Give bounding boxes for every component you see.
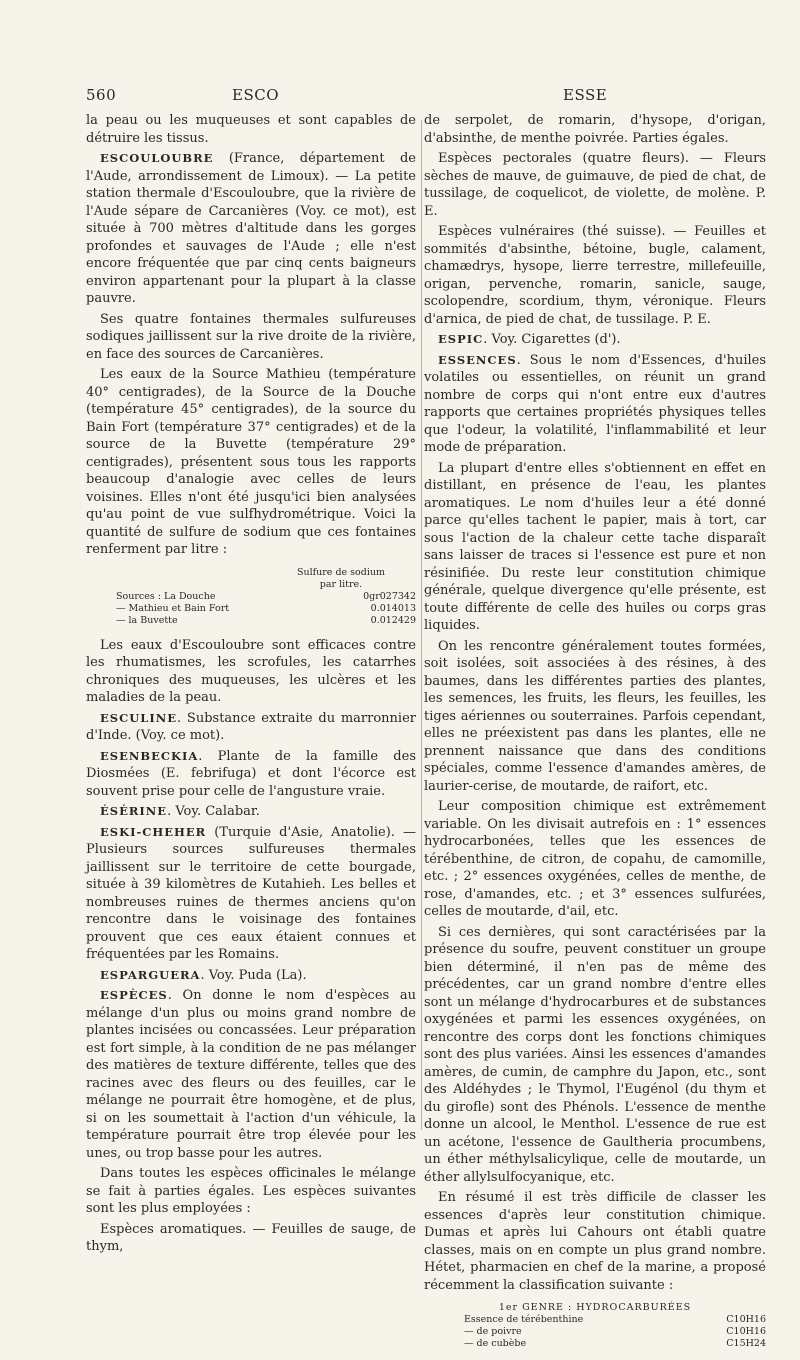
- headword: ÉSÉRINE: [100, 804, 168, 818]
- entry-esenbeckia: ESENBECKIA. Plante de la famille des Diosmées (E. febrifuga) et dont l'écorce est souvent prise pour celle de l'angusture vraie.: [86, 748, 416, 799]
- headword: ESPARGUERA: [100, 967, 201, 982]
- entry-escouloubre: ESCOULOUBRE (France, département de l'Aude, arrondissement de Limoux). — La petite station thermale d'Escouloubre, que la rivière de l'Aude sépare de Carcanières (Voy. ce mot), est située à 700 mètres d'altitude dans les gorges profondes et sauvages de l'Aude ; elle n'est encore fréquentée que par cinq cents baigneurs environ appartenant pour la plupart à la classe pauvre.: [86, 151, 416, 306]
- column-divider: [421, 120, 422, 1130]
- paragraph: En résumé il est très difficile de classer les essences d'après leur constitution chimique. Dumas et après lui Cahours ont établi quatre classes, mais on en compte un plus grand nombre. Hétet, pharmacien en chef de la marine, a proposé récemment la classification suivante :: [424, 1190, 766, 1293]
- paragraph: la peau ou les muqueuses et sont capables de détruire les tissus.: [86, 113, 416, 146]
- running-head-left: ESCO: [232, 86, 279, 104]
- headword: ESSENCES: [438, 352, 517, 367]
- table-header: par litre.: [319, 578, 363, 590]
- table-row: — la Buvette 0.012429: [116, 614, 416, 626]
- paragraph: Les eaux de la Source Mathieu (température 40° centigrades), de la Source de la Douche (température 45° centigrades), de la source du Bain Fort (température 37° centigrades) et de la source de la Buvette (température 29° centigrades), présentent sous tous les rapports beaucoup d'analogie avec celles de leurs voisines. Elles n'ont été jusqu'ici bien analysées qu'au point de vue sulfhydrométrique. Voici la quantité de sulfure de sodium que ces fontaines renferment par litre :: [86, 367, 416, 557]
- paragraph: Espèces vulnéraires (thé suisse). — Feuilles et sommités d'absinthe, bétoine, bugle, calament, chamædrys, hysope, lierre terrestre, millefeuille, origan, pervenche, romarin, sanicle, sauge, scolopendre, scordium, thym, véronique. Fleurs d'arnica, de pied de chat, de tussilage. P. E.: [424, 224, 766, 327]
- headword: ESCULINE: [100, 710, 177, 725]
- paragraph: Espèces aromatiques. — Feuilles de sauge, de thym,: [86, 1221, 416, 1254]
- headword: ESCOULOUBRE: [100, 151, 214, 165]
- table-row: Sources : La Douche 0gr027342: [116, 590, 416, 602]
- headword: ESKI-CHEHER: [100, 824, 207, 839]
- paragraph: de serpolet, de romarin, d'hysope, d'origan, d'absinthe, de menthe poivrée. Parties égales.: [424, 113, 766, 146]
- table-header: Sulfure de sodium: [296, 566, 386, 578]
- paragraph: Si ces dernières, qui sont caractérisées par la présence du soufre, peuvent constituer un groupe bien déterminé, il n'en pas de même des précédentes, car un grand nombre d'entre elles sont un mélange d'hydrocarbures et de substances oxygénées et parmi les essences oxygénées, on rencontre des corps dont les fonctions chimiques sont des plus variées. Ainsi les essences d'amandes amères, de cumin, de camphre du Japon, etc., sont des Aldéhydes ; le Thymol, l'Eugénol (du thym et du girofle) sont des Phénols. L'essence de menthe donne un alcool, le Menthol. L'essence de rue est un acétone, l'essence de Gaultheria procumbens, un éther méthylsalicylique, celle de moutarde, un éther allylsulfocyanique, etc.: [424, 924, 766, 1185]
- entry-essences: ESSENCES. Sous le nom d'Essences, d'huiles volatiles ou essentielles, on réunit un grand nombre de corps qui n'ont entre eux d'autres rapports que certaines propriétés physiques telles que l'odeur, la volatilité, l'inflammabilité et leur mode de préparation.: [424, 352, 766, 455]
- paragraph: Ses quatre fontaines thermales sulfureuses sodiques jaillissent sur la rive droite de la rivière, en face des sources de Carcanières.: [86, 311, 416, 362]
- classification-table: [424, 1302, 766, 1350]
- right-column: [424, 112, 766, 1360]
- headword: ESENBECKIA: [100, 748, 199, 763]
- entry-eski-cheher: ESKI-CHEHER (Turquie d'Asie, Anatolie). — Plusieurs sources sulfureuses thermales jaillissent sur le territoire de cette bourgade, située à 39 kilomètres de Kutahieh. Les belles et nombreuses ruines de thermes anciens qu'on rencontre dans le voisinage des fontaines prouvent que ces eaux étaient connues et fréquentées par les Romains.: [86, 824, 416, 962]
- paragraph: Les eaux d'Escouloubre sont efficaces contre les rhumatismes, les scrofules, les catarrhes chroniques des muqueuses, les ulcères et les maladies de la peau.: [86, 637, 416, 705]
- headword: ESPIC: [438, 332, 484, 346]
- table-row: — de cubèbe C15H24: [464, 1338, 766, 1349]
- entry-esculine: ESCULINE. Substance extraite du marronnier d'Inde. (Voy. ce mot).: [86, 710, 416, 743]
- entry-esparguera: ESPARGUERA. Voy. Puda (La).: [100, 967, 307, 983]
- left-column: [86, 112, 416, 1259]
- headword: ESPÈCES: [100, 988, 168, 1002]
- paragraph: Dans toutes les espèces officinales le mélange se fait à parties égales. Les espèces suivantes sont les plus employées :: [86, 1166, 416, 1216]
- paragraph: Leur composition chimique est extrêmement variable. On les divisait autrefois en : 1° essences hydrocarbonées, telles que les essences de térébenthine, de citron, de copahu, de camomille, etc. ; 2° essences oxygénées, celles de menthe, de rose, d'amandes, etc. ; et 3° essences sulfurées, celles de moutarde, d'ail, etc.: [424, 799, 766, 919]
- entry-eserine: ÉSÉRINE. Voy. Calabar.: [100, 804, 260, 819]
- paragraph: La plupart d'entre elles s'obtiennent en effet en distillant, en présence de l'eau, les plantes aromatiques. Le nom d'huiles leur a été donné parce qu'elles tachent le papier, mais à tort, car sous l'action de la chaleur cette tache disparaît sans laisser de traces si l'essence est pure et non résinifiée. Du reste leur constitution chimique générale, quelque divergence qu'elle présente, est toute différente de celle des huiles ou corps gras liquides.: [424, 460, 766, 633]
- paragraph: Espèces pectorales (quatre fleurs). — Fleurs sèches de mauve, de guimauve, de pied de chat, de tussilage, de coquelicot, de violette, de molène. P. E.: [424, 151, 766, 219]
- page-number: 560: [86, 86, 117, 104]
- running-head-right: ESSE: [563, 86, 608, 104]
- table-row: Essence de térébenthine C10H16: [464, 1314, 766, 1325]
- table-row: — Mathieu et Bain Fort 0.014013: [116, 602, 416, 614]
- entry-espic: ESPIC. Voy. Cigarettes (d').: [438, 332, 621, 347]
- entry-especes: ESPÈCES. On donne le nom d'espèces au mélange d'un plus ou moins grand nombre de plantes incisées ou concassées. Leur préparation est fort simple, à la condition de ne pas mélanger des matières de texture différente, telles que des racines avec des fleurs ou des feuilles, car le mélange ne pourrait être homogène, et de plus, si on les soumettait à l'action d'un véhicule, la température pourrait être trop élevée pour les unes, ou trop basse pour les autres.: [86, 988, 416, 1161]
- table-title: 1er GENRE : HYDROCARBURÉES: [498, 1302, 692, 1313]
- sulfide-table: [86, 567, 416, 627]
- paragraph: On les rencontre généralement toutes formées, soit isolées, soit associées à des résines, à des baumes, dans les différentes parties des plantes, les semences, les fruits, les fleurs, les feuilles, les tiges aériennes ou souterraines. Parfois cependant, elles ne préexistent pas dans les plantes, elle ne prennent naissance que dans des conditions spéciales, comme l'essence d'amandes amères, de laurier-cerise, de moutarde, de raifort, etc.: [424, 638, 766, 794]
- table-row: — de poivre C10H16: [464, 1326, 766, 1337]
